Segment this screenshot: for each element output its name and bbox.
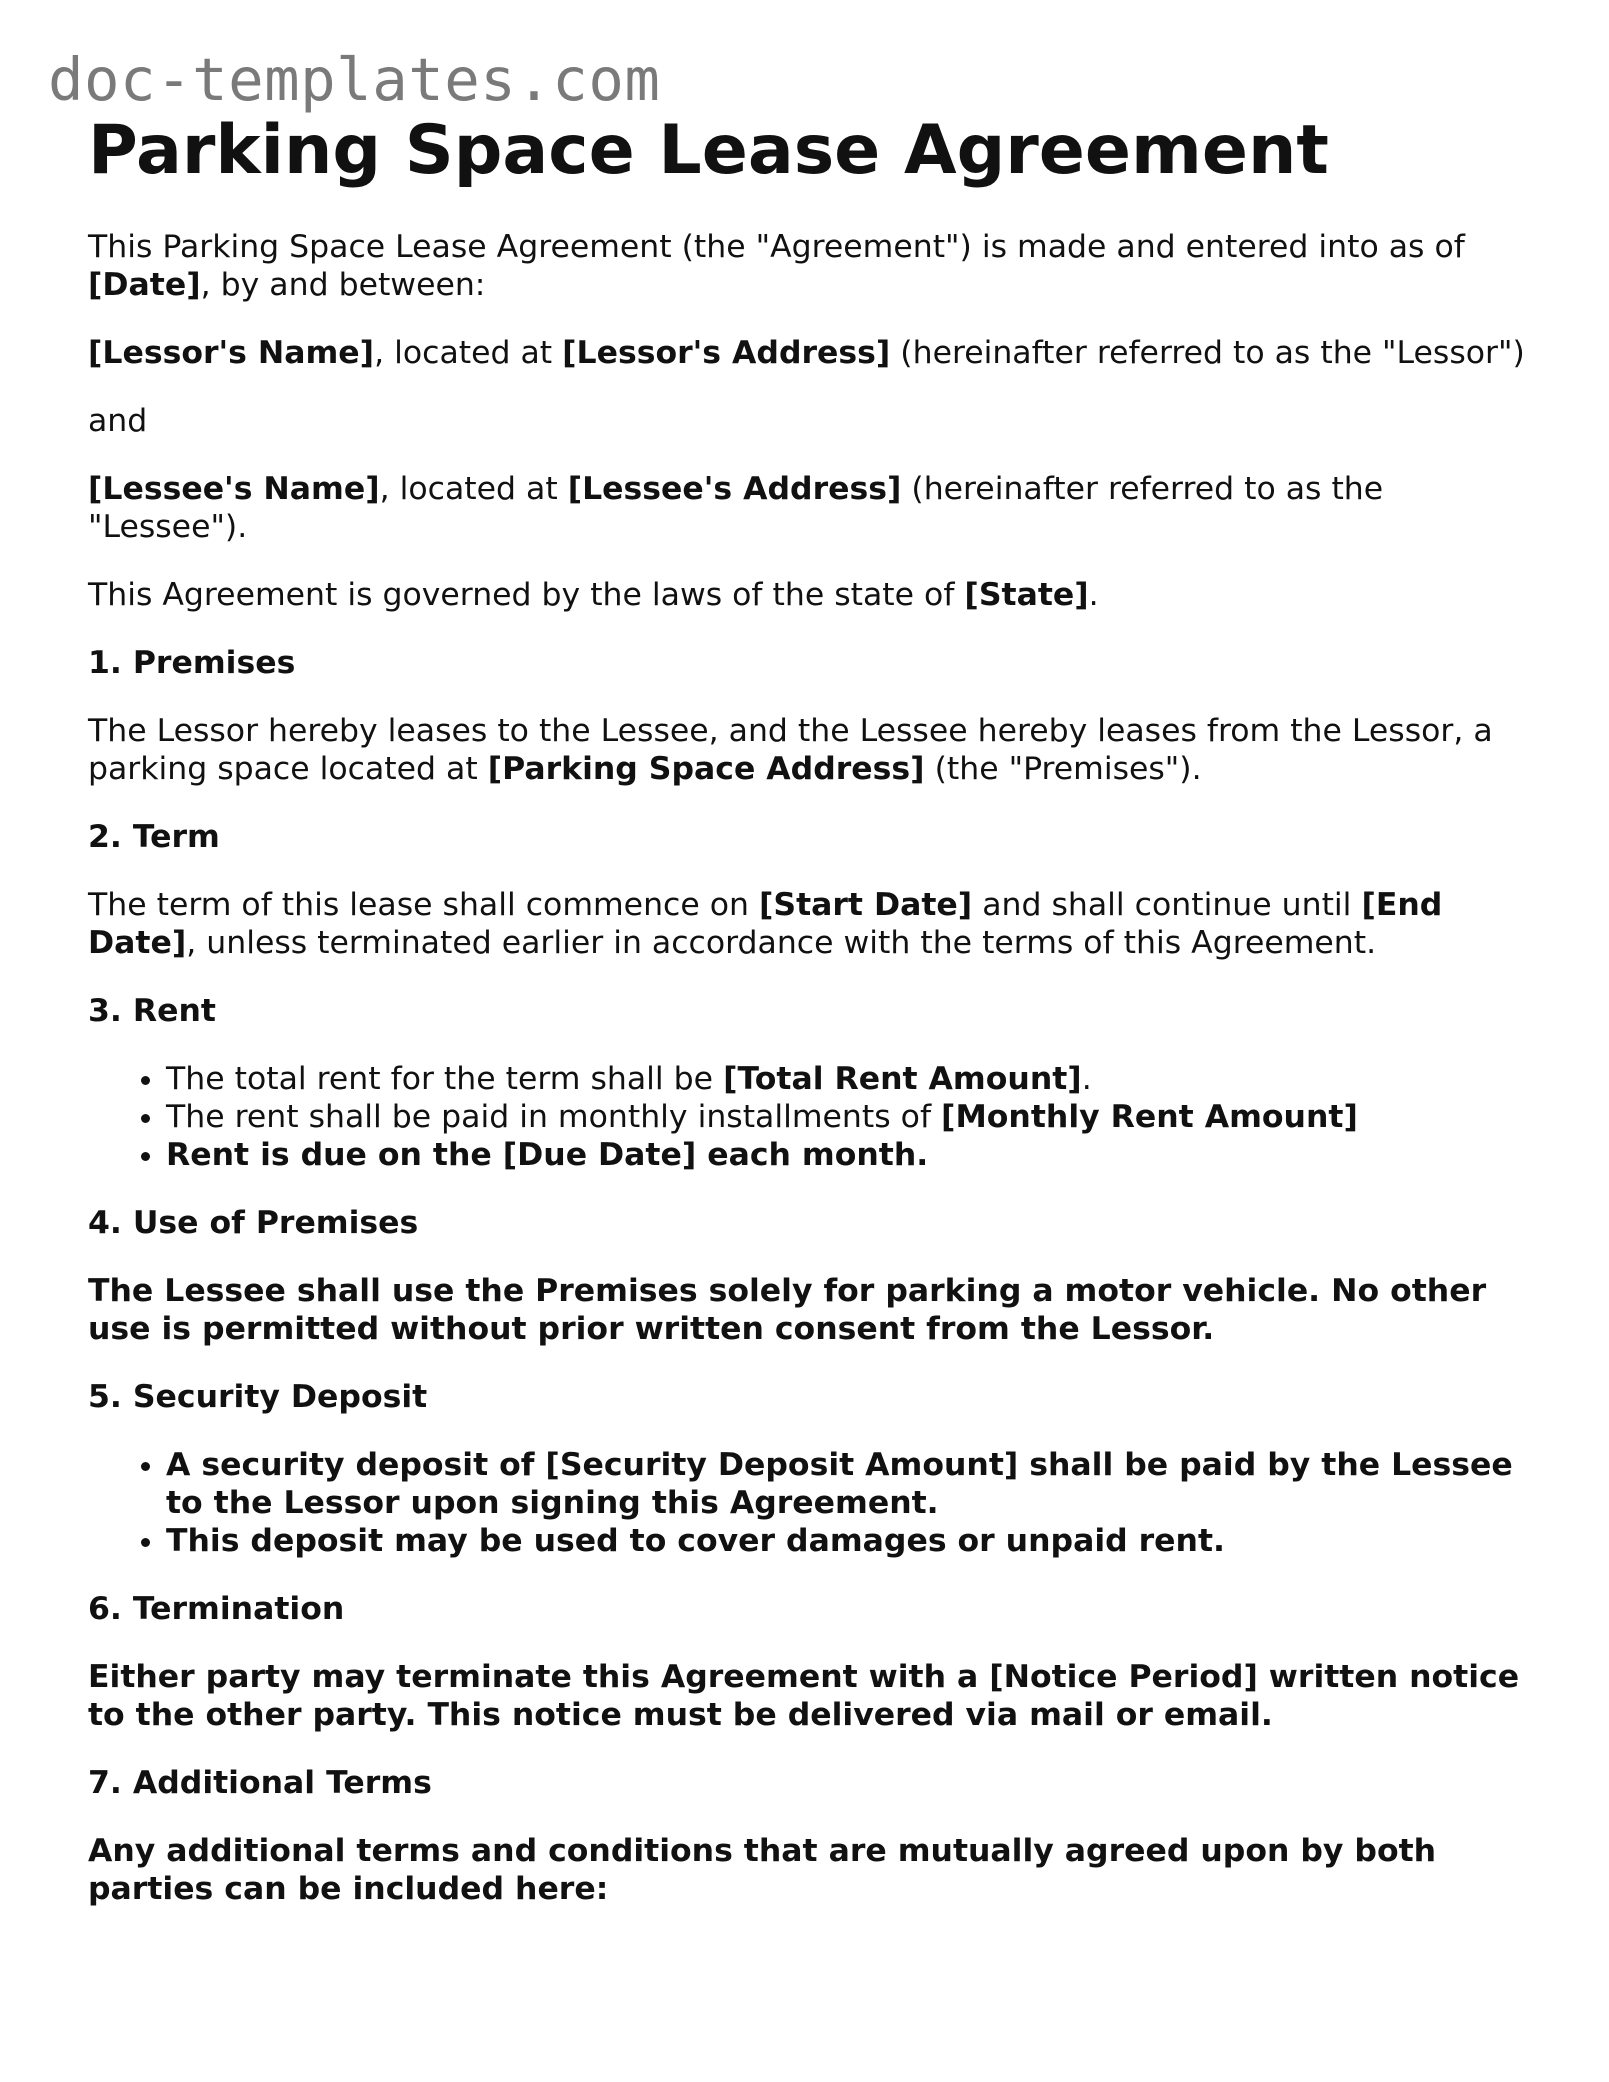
parking-address-placeholder: [Parking Space Address] bbox=[487, 751, 925, 788]
total-rent-placeholder: [Total Rent Amount] bbox=[723, 1061, 1082, 1098]
deposit-list bbox=[88, 1446, 1528, 1560]
rent-item1-text-a: The total rent for the term shall be bbox=[166, 1061, 724, 1098]
lessee-text-a: , located at bbox=[379, 471, 568, 508]
lessee-text-b: (hereinafter referred to as the "Lessee"). bbox=[88, 471, 1384, 546]
section-term-text bbox=[88, 886, 1528, 962]
section-additional-heading: 7. Additional Terms bbox=[88, 1765, 432, 1802]
term-text-a: The term of this lease shall commence on bbox=[88, 887, 759, 924]
term-text-b: and shall continue until bbox=[972, 887, 1362, 924]
lessor-name-placeholder: [Lessor's Name] bbox=[88, 335, 375, 372]
rent-list bbox=[88, 1060, 1528, 1174]
intro-text-b: , by and between: bbox=[200, 267, 486, 304]
end-date-placeholder: [End Date] bbox=[88, 887, 1443, 962]
section-rent-heading: 3. Rent bbox=[88, 993, 216, 1030]
governing-text-b: . bbox=[1088, 577, 1099, 614]
lessee-name-placeholder: [Lessee's Name] bbox=[88, 471, 380, 508]
lessee-address-placeholder: [Lessee's Address] bbox=[567, 471, 902, 508]
monthly-rent-placeholder: [Monthly Rent Amount] bbox=[941, 1099, 1358, 1136]
lessor-text-b: (hereinafter referred to as the "Lessor") bbox=[890, 335, 1525, 372]
start-date-placeholder: [Start Date] bbox=[759, 887, 973, 924]
watermark: doc-templates.com bbox=[48, 45, 661, 114]
rent-item2-text-a: The rent shall be paid in monthly installments of bbox=[166, 1099, 942, 1136]
list-item bbox=[166, 1098, 1528, 1136]
premises-text-b: (the "Premises"). bbox=[924, 751, 1202, 788]
state-placeholder: [State] bbox=[964, 577, 1089, 614]
document-body bbox=[88, 112, 1528, 1938]
list-item: • A security deposit of [Security Deposit Amount] shall be paid by the Lessee to the Lessor upon signing this Agreement. bbox=[166, 1446, 1528, 1522]
section-premises-text bbox=[88, 712, 1528, 788]
section-premises-heading: 1. Premises bbox=[88, 645, 296, 682]
section-termination-heading: 6. Termination bbox=[88, 1591, 345, 1628]
section-term-heading: 2. Term bbox=[88, 819, 220, 856]
rent-item1-text-b: . bbox=[1081, 1061, 1092, 1098]
lessee-paragraph bbox=[88, 470, 1528, 546]
list-item: • Rent is due on the [Due Date] each month. bbox=[166, 1136, 1528, 1174]
section-termination-text: Either party may terminate this Agreement with a [Notice Period] written notice to the other party. This notice must be delivered via mail or email. bbox=[88, 1659, 1520, 1734]
governing-law-paragraph bbox=[88, 576, 1528, 614]
section-additional-text: Any additional terms and conditions that are mutually agreed upon by both parties can be included here: bbox=[88, 1833, 1437, 1908]
term-text-c: , unless terminated earlier in accordance with the terms of this Agreement. bbox=[186, 925, 1377, 962]
list-item bbox=[166, 1060, 1528, 1098]
lessor-address-placeholder: [Lessor's Address] bbox=[562, 335, 891, 372]
lessor-text-a: , located at bbox=[374, 335, 563, 372]
and-paragraph: and bbox=[88, 403, 148, 440]
intro-text-a: This Parking Space Lease Agreement (the "Agreement") is made and entered into as of bbox=[88, 229, 1465, 266]
section-deposit-heading: 5. Security Deposit bbox=[88, 1379, 428, 1416]
list-item: • This deposit may be used to cover damages or unpaid rent. bbox=[166, 1522, 1528, 1560]
section-use-text: The Lessee shall use the Premises solely for parking a motor vehicle. No other use is permitted without prior written consent from the Lessor. bbox=[88, 1273, 1487, 1348]
section-use-heading: 4. Use of Premises bbox=[88, 1205, 419, 1242]
intro-paragraph bbox=[88, 228, 1528, 304]
document-title: Parking Space Lease Agreement bbox=[88, 111, 1329, 190]
date-placeholder: [Date] bbox=[88, 267, 201, 304]
governing-text-a: This Agreement is governed by the laws of the state of bbox=[88, 577, 965, 614]
lessor-paragraph bbox=[88, 334, 1528, 372]
premises-text-a: The Lessor hereby leases to the Lessee, and the Lessee hereby leases from the Lessor, a parking space located at bbox=[88, 713, 1493, 788]
